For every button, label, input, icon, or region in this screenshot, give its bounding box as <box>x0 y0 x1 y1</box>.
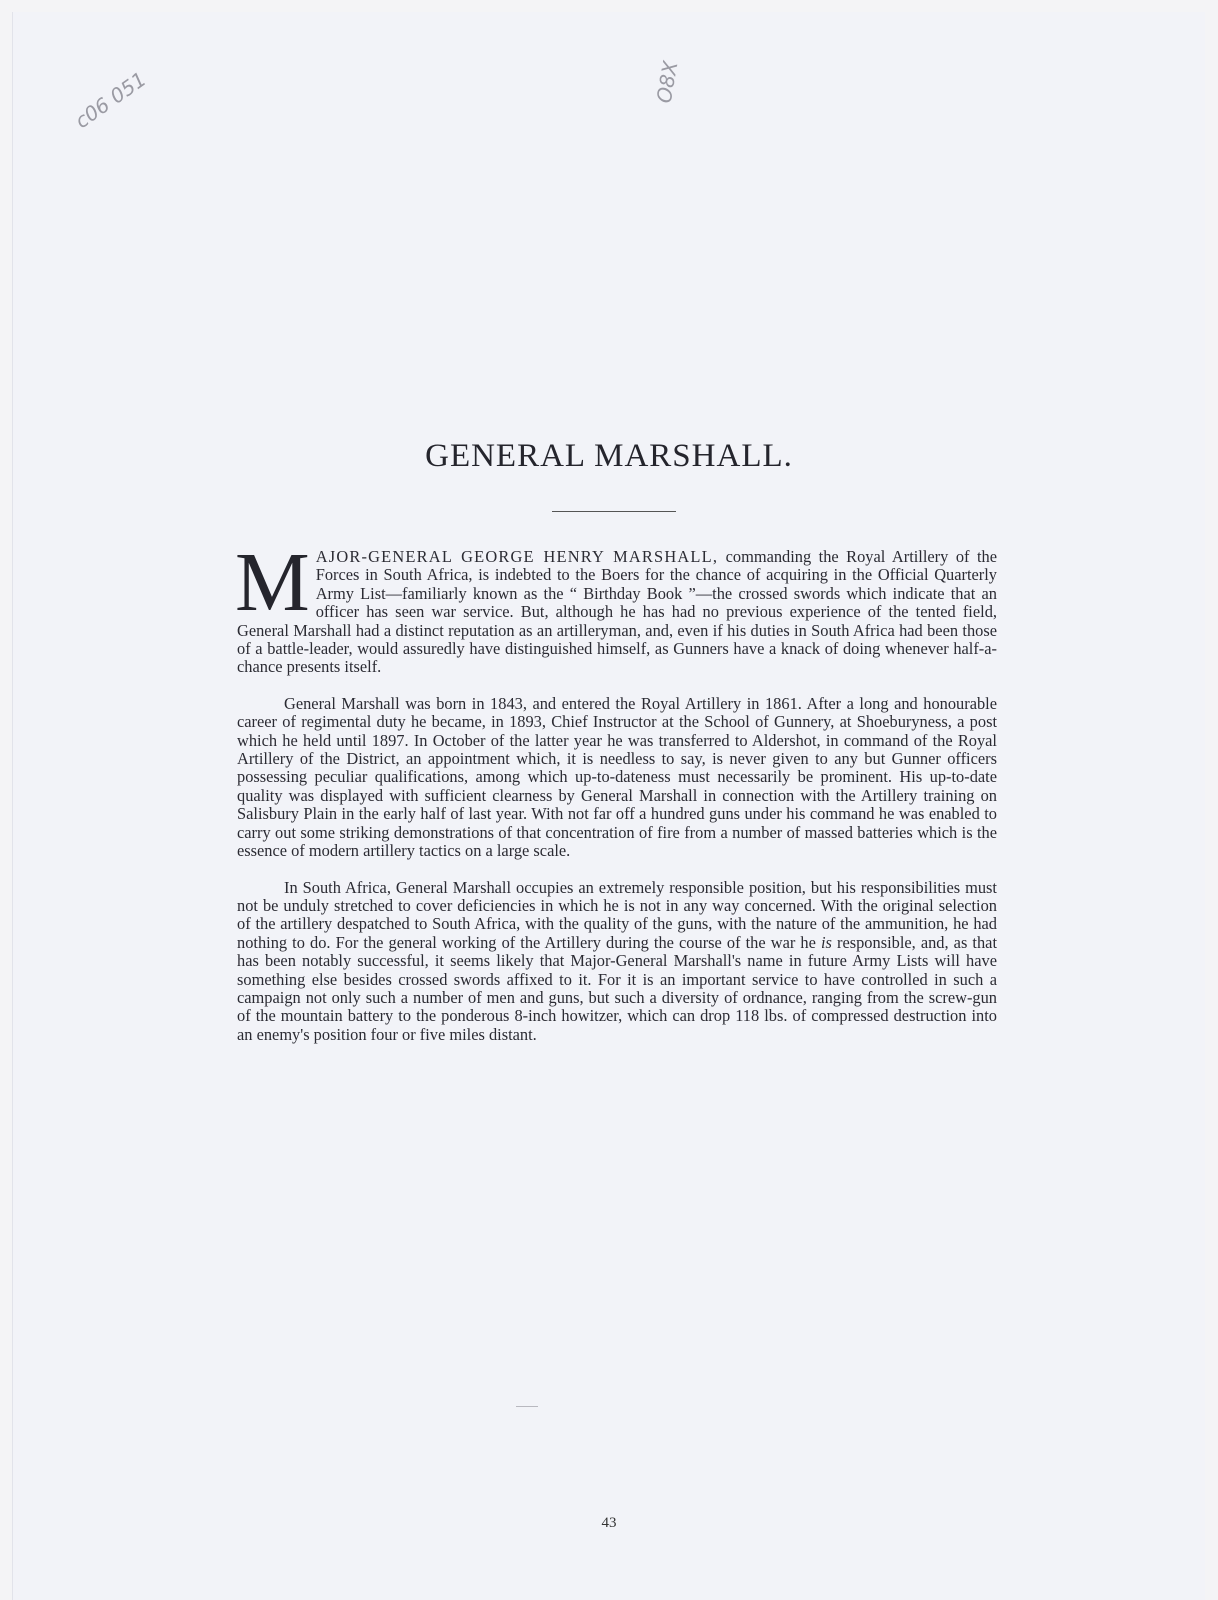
article-body <box>235 536 997 1062</box>
paragraph-3-text-a: In South Africa, General Marshall occupies an extremely responsible position, but his responsibilities must not be unduly stretched to cover deficiencies in which he is not in any way concerned. With the original selection of the artillery despatched to South Africa, with the quality of the guns, with the nature of the ammunition, he had nothing to do. For the general working of the Artillery during the course of the war he <box>237 877 997 952</box>
paragraph-3-italic: is <box>820 932 832 952</box>
paragraph-2: General Marshall was born in 1843, and entered the Royal Artillery in 1861. After a long and honourable career of regimental duty he became, in 1893, Chief Instructor at the School of Gunnery, at Shoeburyness, a post which he held until 1897. In October of the latter year he was transferred to Aldershot, in command of the Royal Artillery of the District, an appointment which, it is needless to say, is never given to any but Gunner officers possessing peculiar qualifications, among which up-to-dateness must necessarily be prominent. His up-to-date quality was displayed with sufficient clearness by General Marshall in connection with the Artillery training on Salisbury Plain in the early half of last year. With not far off a hundred guns under his command he was enabled to carry out some striking demonstrations of that concentration of fire from a number of massed batteries which is the essence of modern artillery tactics on a large scale. <box>237 693 997 861</box>
stray-mark <box>516 1406 538 1407</box>
paragraph-1 <box>235 536 997 677</box>
paragraph-1-lead: AJOR-GENERAL GEORGE HENRY MARSHALL, <box>315 547 719 566</box>
pencil-annotation-left: c06 051 <box>70 66 151 134</box>
paragraph-3 <box>237 879 997 1045</box>
page-title: GENERAL MARSHALL. <box>425 438 793 474</box>
page-number: 43 <box>601 1515 617 1531</box>
paragraph-3-text-b: responsible, and, as that has been notably successful, it seems likely that Major-General Marshall's name in future Army Lists will have something else besides crossed swords affixed to it. For it is an important service to have controlled in such a campaign not only such a number of men and guns, but such a diversity of ordnance, ranging from the screw-gun of the mountain battery to the ponderous 8-inch howitzer, which can drop 118 lbs. of compressed destruction into an enemy's position four or five miles distant. <box>237 932 997 1044</box>
paragraph-1-text: commanding the Royal Artillery of the Forces in South Africa, is indebted to the Boers for the chance of acquiring in the Official Quarterly Army List—familiarly known as the “ Birthday Book ”—the crossed swords which indicate that an officer has seen war service. But, although he has had no previous experience of the tented field, General Marshall had a distinct reputation as an artilleryman, and, even if his duties in South Africa had been those of a battle-leader, would assuredly have distinguished himself, as Gunners have a knack of doing whenever half-a-chance presents itself. <box>237 547 997 677</box>
drop-cap: M <box>235 536 310 629</box>
pencil-annotation-top: O8X <box>651 59 683 105</box>
title-divider <box>552 511 676 512</box>
